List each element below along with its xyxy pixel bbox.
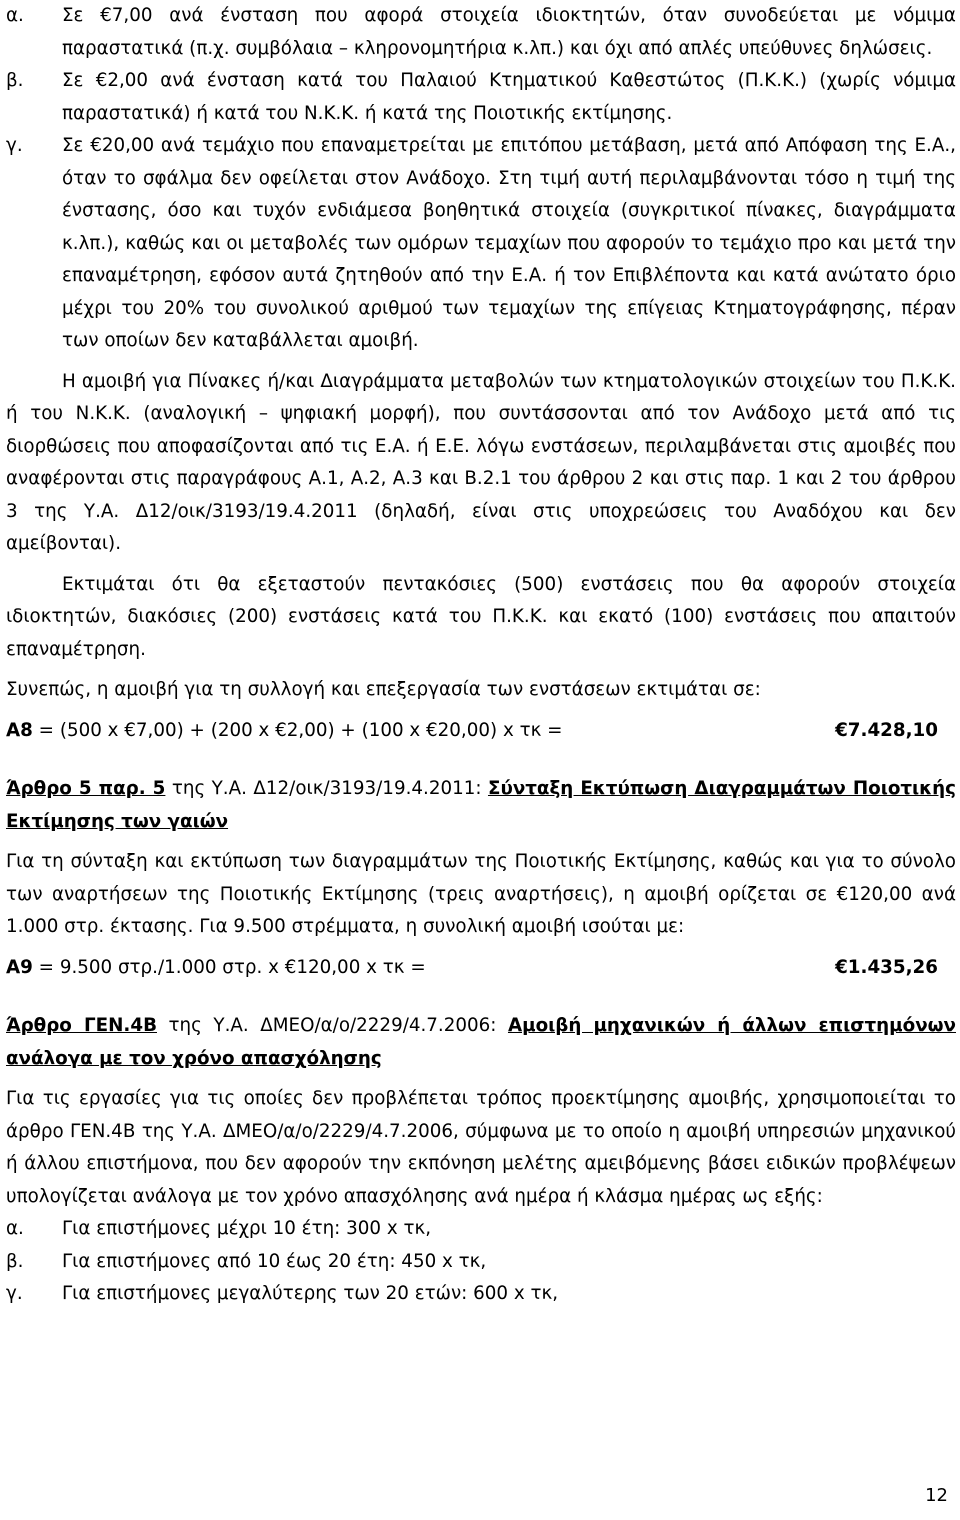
article-ref: Άρθρο 5 παρ. 5 xyxy=(6,778,166,799)
list-marker: β. xyxy=(6,70,24,91)
formula-expr-text: = (500 x €7,00) + (200 x €2,00) + (100 x €20,00) x τκ = xyxy=(32,719,563,741)
formula-label: Α8 xyxy=(6,719,33,741)
list-marker: α. xyxy=(6,1218,24,1239)
list-item xyxy=(6,1278,956,1311)
list-item-text: Για επιστήμονες από 10 έως 20 έτη: 450 x τκ, xyxy=(62,1250,487,1272)
paragraph-gen: Για τις εργασίες για τις οποίες δεν προβλέπεται τρόπος προεκτίμησης αμοιβής, χρησιμοποιείται το άρθρο ΓΕΝ.4Β της Υ.Α. ΔΜΕΟ/α/ο/2229/4.7.2006, σύμφωνα με το οποίο η αμοιβή υπηρεσιών μηχανικού ή άλλου επιστήμονα, που δεν αφορούν την εκπόνηση μελέτης αμειβόμενης βάσει ειδικών προβλέψεων υπολογίζεται ανάλογα με τον χρόνο απασχόλησης ανά ημέρα ή κλάσμα ημέρας ως εξής: xyxy=(6,1088,956,1207)
article-ref-source: της Υ.Α. ΔΜΕΟ/α/ο/2229/4.7.2006: xyxy=(157,1015,508,1036)
paragraph-a9: Για τη σύνταξη και εκτύπωση των διαγραμμάτων της Ποιοτικής Εκτίμησης, καθώς και για το σύνολο των αναρτήσεων της Ποιοτικής Εκτίμησης (τρεις αναρτήσεις), η αμοιβή ορίζεται σε €120,00 ανά 1.000 στρ. έκτασης. Για 9.500 στρέμματα, η συνολική αμοιβή ισούται με: xyxy=(6,851,956,937)
list-item-text: Σε €2,00 ανά ένσταση κατά του Παλαιού Κτηματικού Καθεστώτος (Π.Κ.Κ.) (χωρίς νόμιμα παραστατικά) ή κατά του Ν.Κ.Κ. ή κατά της Ποιοτικής εκτίμησης. xyxy=(62,70,956,124)
list-item xyxy=(6,1246,956,1279)
page-number: 12 xyxy=(925,1485,948,1506)
formula-a9 xyxy=(6,952,938,985)
list-item xyxy=(6,130,956,358)
list-item xyxy=(6,0,956,65)
list-item xyxy=(6,65,956,130)
article-heading-gen xyxy=(6,1010,956,1075)
formula-expression xyxy=(6,952,426,985)
formula-result: €7.428,10 xyxy=(835,719,938,741)
article-heading-5 xyxy=(6,773,956,838)
article-ref-source: της Υ.Α. Δ12/οικ/3193/19.4.2011: xyxy=(165,778,488,799)
list-item-text: Σε €20,00 ανά τεμάχιο που επαναμετρείται με επιτόπου μετάβαση, μετά από Απόφαση της Ε.Α., όταν το σφάλμα δεν οφείλεται στον Ανάδοχο. Στη τιμή αυτή περιλαμβάνονται τόσο η τιμή της ένστασης, όσο και τυχόν ενδιάμεσα βοηθητικά στοιχεία (συγκριτικοί πίνακες, διαγράμματα κ.λπ.), καθώς και οι μεταβολές των ομόρων τεμαχίων που αφορούν το τεμάχιο προ και μετά την επαναμέτρηση, εφόσον αυτά ζητηθούν από την Ε.Α. ή τον Επιβλέποντα και κατά ανώτατο όριο μέχρι του 20% του συνολικού αριθμού των τεμαχίων της επίγειας Κτηματογράφησης, πέραν των οποίων δεν καταβάλλεται αμοιβή. xyxy=(62,135,956,351)
article-ref: Άρθρο ΓΕΝ.4Β xyxy=(6,1015,157,1036)
article-title: Αμοιβή μηχανικών ή άλλων επιστημόνων ανάλογα με τον χρόνο απασχόλησης xyxy=(6,1015,956,1069)
list-marker: γ. xyxy=(6,135,23,156)
formula-expr-text: = 9.500 στρ./1.000 στρ. x €120,00 x τκ = xyxy=(32,956,426,978)
paragraph-estimate: Εκτιμάται ότι θα εξεταστούν πεντακόσιες (500) ενστάσεις που θα αφορούν στοιχεία ιδιοκτητών, διακόσιες (200) ενστάσεις κατά του Π.Κ.Κ. και εκατό (100) ενστάσεις που απαιτούν επαναμέτρηση. xyxy=(6,573,956,660)
list-item-text: Σε €7,00 ανά ένσταση που αφορά στοιχεία ιδιοκτητών, όταν συνοδεύεται με νόμιμα παραστατικά (π.χ. συμβόλαια – κληρονομητήρια κ.λπ.) και όχι από απλές υπεύθυνες δηλώσεις. xyxy=(62,5,956,59)
list-item-text: Για επιστήμονες μεγαλύτερης των 20 ετών: 600 x τκ, xyxy=(62,1283,559,1304)
document-page xyxy=(6,0,956,1311)
formula-a8 xyxy=(6,715,938,748)
paragraph-consequently: Συνεπώς, η αμοιβή για τη συλλογή και επεξεργασία των ενστάσεων εκτιμάται σε: xyxy=(6,679,761,700)
formula-result: €1.435,26 xyxy=(835,956,938,978)
list-marker: γ. xyxy=(6,1283,23,1304)
formula-label: Α9 xyxy=(6,956,33,978)
list-marker: α. xyxy=(6,5,24,26)
list-marker: β. xyxy=(6,1250,24,1272)
list-item xyxy=(6,1213,956,1246)
list-item-text: Για επιστήμονες μέχρι 10 έτη: 300 x τκ, xyxy=(62,1218,432,1239)
paragraph-pinakes: Η αμοιβή για Πίνακες ή/και Διαγράμματα μεταβολών των κτηματολογικών στοιχείων του Π.Κ.Κ. ή του Ν.Κ.Κ. (αναλογική – ψηφιακή μορφή), που συντάσσονται από τον Ανάδοχο μετά από τις διορθώσεις που αποφασίζονται από τις Ε.Α. ή Ε.Ε. λόγω ενστάσεων, περιλαμβάνεται στις αμοιβές που αναφέρονται στις παραγράφους Α.1, Α.2, Α.3 και Β.2.1 του άρθρου 2 και στις παρ. 1 και 2 του άρθρου 3 της Υ.Α. Δ12/οικ/3193/19.4.2011 (δηλαδή, είναι στις υποχρεώσεις του Αναδόχου και δεν αμείβονται). xyxy=(6,370,956,554)
formula-expression xyxy=(6,715,562,748)
article-title: Σύνταξη Εκτύπωση Διαγραμμάτων Ποιοτικής Εκτίμησης των γαιών xyxy=(6,778,957,832)
